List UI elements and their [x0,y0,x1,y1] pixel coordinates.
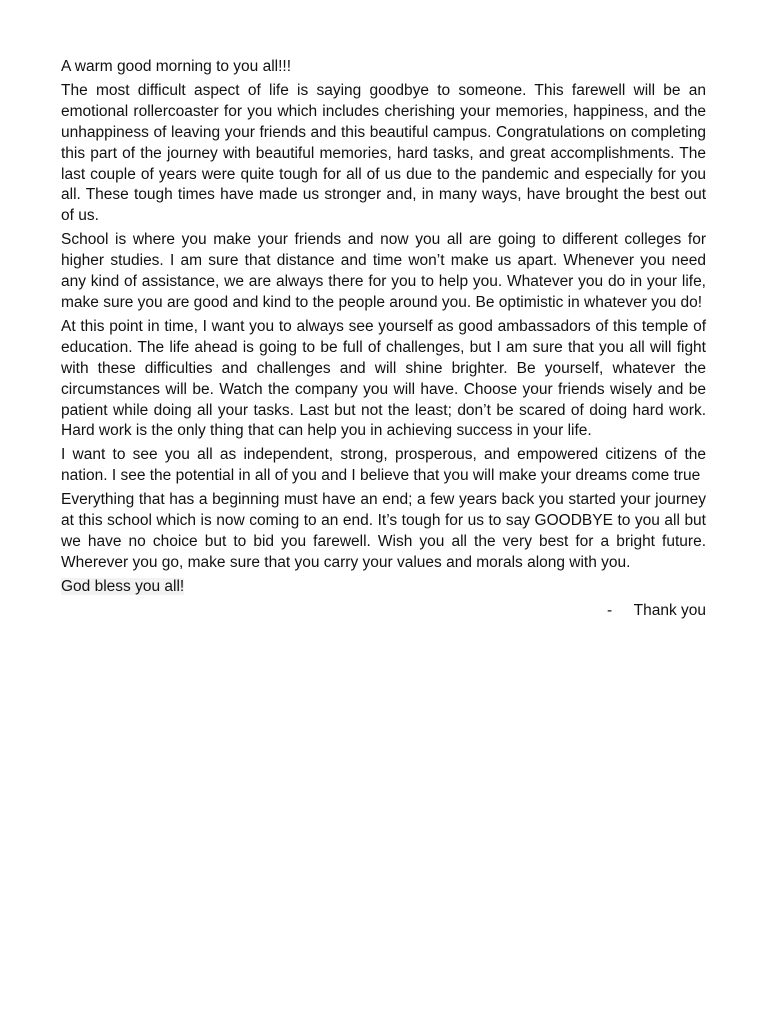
paragraph-ending: Everything that has a beginning must have an end; a few years back you started your journey at this school which is now coming to an end. It’s tough for us to say GOODBYE to you all but we have no choice but to bid you farewell. Wish you all the very best for a bright future. Wherever you go, make sure that you carry your values and morals along with you. [61,491,706,571]
blessing-line [61,577,706,598]
paragraph-ambassadors: At this point in time, I want you to always see yourself as good ambassadors of this temple of education. The life ahead is going to be full of challenges, but I am sure that you all will fight with these difficulties and challenges and will shine brighter. Be yourself, whatever the circumstances will be. Watch the company you will have. Choose your friends wisely and be patient while doing all your tasks. Last but not the least; don’t be scared of doing hard work. Hard work is the only thing that can help you in achieving success in your life. [61,317,706,440]
signoff [61,601,706,622]
speech-text [61,57,706,622]
paragraph-citizens: I want to see you all as independent, strong, prosperous, and empowered citizens of the nation. I see the potential in all of you and I believe that you will make your dreams come true [61,446,706,485]
paragraph-farewell: The most difficult aspect of life is saying goodbye to someone. This farewell will be an emotional rollercoaster for you which includes cherishing your memories, happiness, and the unhappiness of leaving your friends and this beautiful campus. Congratulations on completing this part of the journey with beautiful memories, hard tasks, and great accomplishments. The last couple of years were quite tough for all of us due to the pandemic and especially for you all. These tough times have made us stronger and, in many ways, have brought the best out of us. [61,81,706,225]
signoff-dash: - [607,601,613,619]
signoff-thank-you: Thank you [633,601,706,619]
blessing-text: God bless you all! [61,577,185,595]
paragraph-school: School is where you make your friends and now you all are going to different colleges for higher studies. I am sure that distance and time won’t make us apart. Whenever you need any kind of assistance, we are always there for you to help you. Whatever you do in your life, make sure you are good and kind to the people around you. Be optimistic in whatever you do! [61,231,706,311]
greeting-line: A warm good morning to you all!!! [61,58,292,75]
